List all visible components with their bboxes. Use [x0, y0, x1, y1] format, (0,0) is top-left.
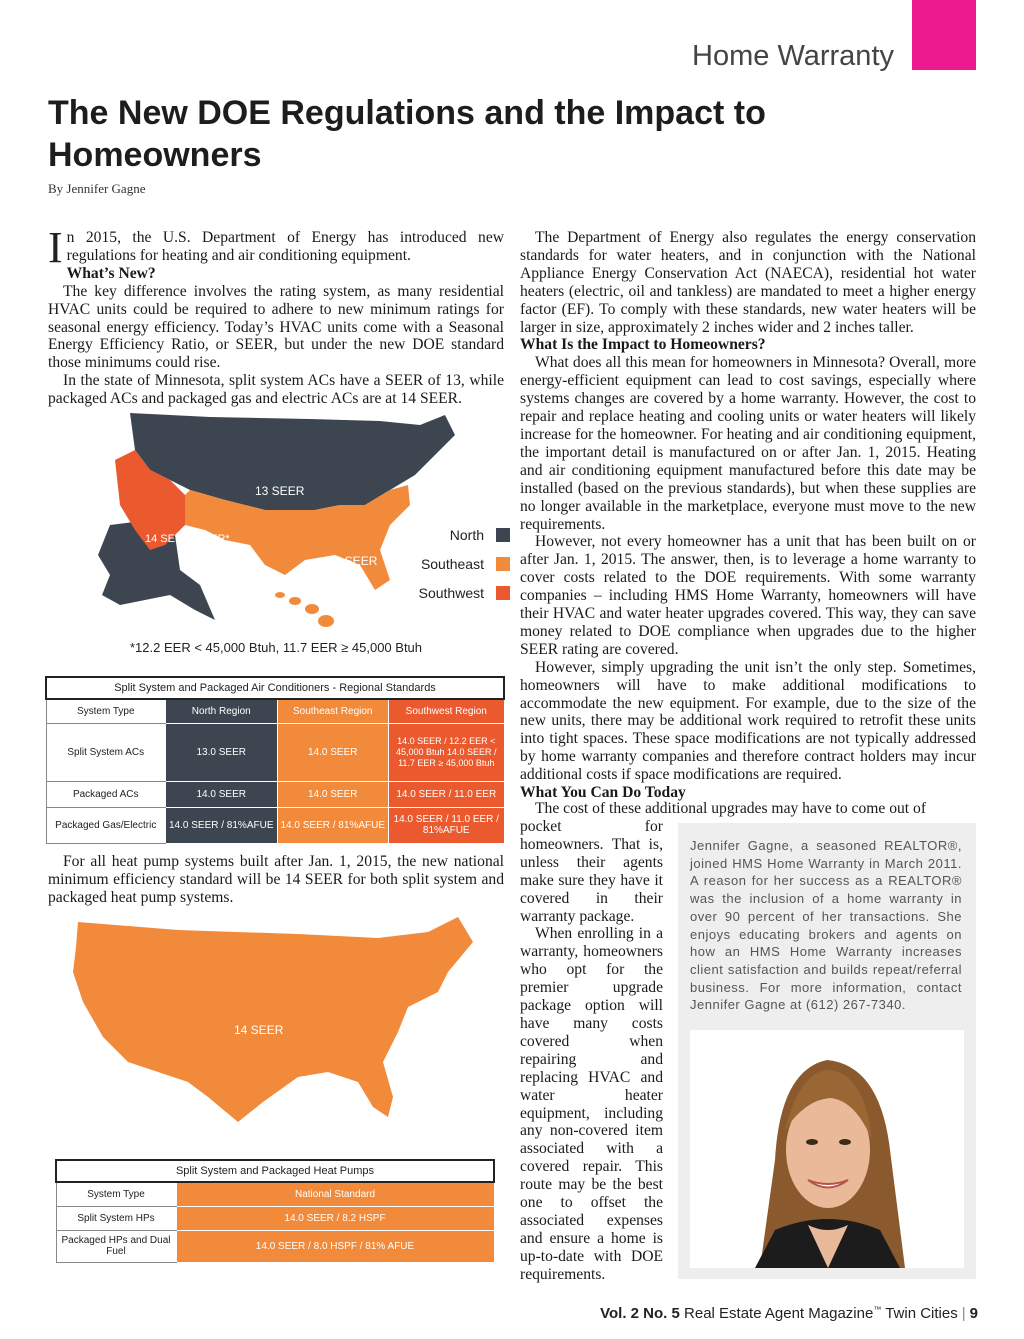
heading-whats-new: What’s New? — [66, 264, 156, 282]
paragraph-key-difference: The key difference involves the rating system, as many residential HVAC units could be required to adhere to new minimum ratings for seasonal energy efficiency. Today’s HVAC units come with a Seasonal Energy Efficiency Ratio, or SEER, but under the new DOE standard those minimums could rise. — [48, 282, 504, 372]
legend-swatch — [496, 528, 510, 542]
legend-item-southwest: Southwest — [400, 578, 510, 607]
heat-pump-table — [55, 1159, 495, 1263]
us-shape — [73, 917, 473, 1122]
header-system-type: System Type — [46, 699, 166, 723]
map-label-north: 13 SEER — [255, 484, 305, 498]
hawaii-shape — [275, 592, 334, 627]
map-label-southeast: 14 SEER — [328, 554, 378, 568]
right-column-narrow — [520, 818, 663, 1284]
paragraph-today-rest: pocket for homeowners. That is, unless their agents make sure they have it covered in their warranty package. — [520, 818, 663, 925]
national-map-svg — [48, 912, 518, 1160]
page-footer — [600, 1305, 978, 1322]
header-national: National Standard — [176, 1182, 494, 1206]
footer-separator: | — [961, 1305, 966, 1322]
legend-swatch — [496, 586, 510, 600]
heading-impact: What Is the Impact to Homeowners? — [520, 336, 766, 354]
page-number: 9 — [969, 1305, 978, 1322]
intro-paragraph: In 2015, the U.S. Department of Energy has introduced new regulations for heating and air conditioning equipment. — [48, 223, 504, 272]
paragraph-however-1: However, not every homeowner has a unit that has been built on or after Jan. 1, 2015. The answer, then, is to leverage a home warranty to cover costs related to the DOE requirements. With some warranty companies – including HMS Home Warranty, homeowners will have their HVAC and water heater upgrades covered. This way, they can save money related to DOE compliance when upgrades due to the higher SEER rating are covered. — [520, 533, 976, 658]
footer-city: Twin Cities — [885, 1305, 958, 1322]
footer-volume: Vol. 2 No. 5 — [600, 1305, 680, 1322]
left-column-heat-pump — [48, 853, 504, 907]
paragraph-today-wrapper — [520, 800, 976, 818]
header-north: North Region — [166, 699, 278, 723]
legend-item-north: North — [400, 520, 510, 549]
table-caption-row — [46, 677, 504, 699]
legend-item-southeast: Southeast — [400, 549, 510, 578]
footer-magazine: Real Estate Agent Magazine — [684, 1305, 874, 1322]
byline: By Jennifer Gagne — [48, 181, 146, 196]
table-caption: Split System and Packaged Heat Pumps — [56, 1160, 494, 1182]
table-caption: Split System and Packaged Air Conditioners - Regional Standards — [46, 677, 504, 699]
paragraph-enrolling: When enrolling in a warranty, homeowners who opt for the premier upgrade package option will have many costs covered when repairing and replacing HVAC and water heater equipment, including any non-covered item associated with a covered repair. This route may be the best one to offset the associated expenses and ensure a home is up-to-date with DOE requirements. — [520, 925, 663, 1283]
ac-standards-table — [45, 676, 505, 844]
paragraph-impact: What does all this mean for homeowners in Minnesota? Overall, more energy-efficient equipment can lead to cost savings, especially where systems changes are covered by a home warranty. However, the cost to repair and replace heating and cooling units or water heaters will likely increase for the homeowner. For heating and air conditioning equipment, the important detail is manufactured on or after Jan. 1, 2015. Heating and air conditioning equipment manufactured before this date may be installed (based on the previous standards), but when these supplies are no longer available in the marketplace, everyone must move to the new requirements. — [520, 354, 976, 533]
header-system-type: System Type — [56, 1182, 176, 1206]
table-row: Packaged Gas/Electric 14.0 SEER / 81%AFUE 14.0 SEER / 81%AFUE 14.0 SEER / 11.0 EER / 81%AFUE — [46, 807, 504, 843]
author-photo — [690, 1030, 964, 1268]
table-caption-row — [56, 1160, 494, 1182]
national-map — [48, 912, 518, 1160]
paragraph-heat-pump: For all heat pump systems built after Jan. 1, 2015, the new national minimum efficiency standard will be 14 SEER for both split system and packaged heat pump systems. — [48, 853, 504, 906]
legend-swatch — [496, 557, 510, 571]
header-southeast: Southeast Region — [277, 699, 389, 723]
left-column-top — [48, 223, 504, 408]
table-row: Split System HPs 14.0 SEER / 8.2 HSPF — [56, 1206, 494, 1230]
map-label-southwest: 14 SEER + EER* — [145, 533, 230, 545]
article-title: The New DOE Regulations and the Impact to Homeowners — [48, 94, 766, 174]
paragraph-however-2: However, simply upgrading the unit isn’t the only step. Sometimes, homeowners will have to make additional modifications to accommodate the new equipment. For example, due to the size of the new units, there may be additional work required to retrofit these units into tight spaces. These space modifications are not typically addressed by home warranty companies and therefore contract holders may incur additional costs if space modifications are required. — [520, 658, 976, 784]
national-map-label: 14 SEER — [234, 1023, 284, 1037]
table-header-row — [46, 699, 504, 723]
table-row: Packaged ACs 14.0 SEER 14.0 SEER 14.0 SEER / 11.0 EER — [46, 781, 504, 807]
section-label: Home Warranty — [692, 40, 894, 72]
table-row: Split System ACs 13.0 SEER 14.0 SEER 14.0 SEER / 12.2 EER < 45,000 Btuh 14.0 SEER / 11.7 EER ≥ 45,000 Btuh — [46, 723, 504, 781]
paragraph-minnesota: In the state of Minnesota, split system ACs have a SEER of 13, while packaged ACs and packaged gas and electric ACs are at 14 SEER. — [48, 372, 504, 408]
paragraph-today-start: The cost of these additional upgrades may have to come out of — [535, 800, 927, 817]
author-bio: Jennifer Gagne, a seasoned REALTOR®, joined HMS Home Warranty in March 2011. A reason for her success as a REALTOR® was the inclusion of a home warranty in over 90 percent of her transactions. She enjoys educating brokers and agents on how an HMS Home Warranty increases client satisfaction and builds repeat/referral business. For more information, contact Jennifer Gagne at (612) 267-7340. — [690, 838, 962, 1013]
right-column-top — [520, 229, 976, 802]
heading-today: What You Can Do Today — [520, 784, 686, 802]
table-header-row — [56, 1182, 494, 1206]
author-portrait-svg — [690, 1030, 964, 1268]
footer-tm: ™ — [873, 1305, 882, 1314]
section-accent-tab — [912, 0, 976, 70]
map-footnote: *12.2 EER < 45,000 Btuh, 11.7 EER ≥ 45,000 Btuh — [130, 640, 423, 655]
header-southwest: Southwest Region — [389, 699, 505, 723]
table-row: Packaged HPs and Dual Fuel 14.0 SEER / 8.0 HSPF / 81% AFUE — [56, 1230, 494, 1262]
paragraph-water-heaters: The Department of Energy also regulates the energy conservation standards for water heaters, and in conjunction with the National Appliance Energy Conservation Act (NAECA), residential hot water heaters (electric, oil and tankless) are mandated to meet a higher energy factor (EF). To comply with these standards, new water heaters will be larger in size, approximately 2 inches wider and 2 inches taller. — [520, 229, 976, 336]
map-legend — [400, 520, 510, 607]
drop-cap: I — [48, 223, 63, 272]
